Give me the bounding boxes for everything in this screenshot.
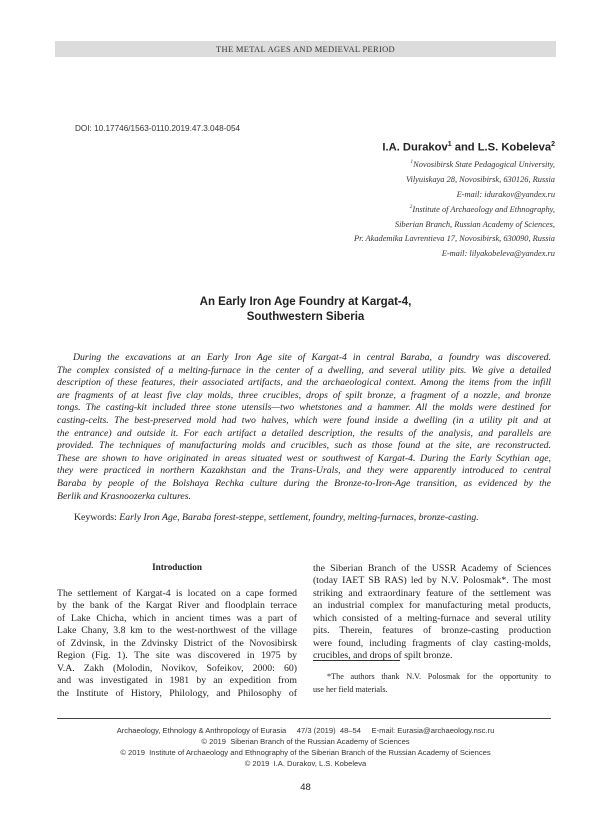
text-line: crucibles, and drops of spilt bronze. bbox=[313, 650, 453, 662]
text-line: Berlik and Krasnoozerka cultures. bbox=[57, 490, 191, 502]
footer-line: Archaeology, Ethnology & Anthropology of Eurasia 47/3 (2019) 48–54 E-mail: Eurasia@archaeology.nsc.ru bbox=[116, 726, 495, 735]
footer-line: © 2019 Siberian Branch of the Russian Academy of Sciences bbox=[201, 737, 410, 746]
footer-rule bbox=[57, 718, 551, 719]
affiliation-line bbox=[354, 171, 555, 186]
footer-line: © 2019 I.A. Durakov, L.S. Kobeleva bbox=[244, 759, 367, 768]
text-line: of Zdvinsk, in the Zdvinsky District of the Novosibirsk bbox=[57, 637, 297, 649]
text-line: *The authors thank N.V. Polosmak for the opportunity to bbox=[327, 672, 551, 681]
affiliation-line bbox=[354, 230, 555, 245]
abstract bbox=[57, 352, 551, 503]
affiliation-text: Novosibirsk State Pedagogical University, bbox=[413, 159, 555, 169]
text-line: were found, including fragments of clay casting-molds, bbox=[313, 637, 551, 649]
text-line: (today IAET SB RAS) led by N.V. Polosmak*. The most bbox=[313, 575, 551, 587]
text-line: The complex consisted of a melting-furnace in the center of a dwelling, and several utility pits. We give a detailed bbox=[57, 364, 551, 376]
affiliations bbox=[354, 156, 555, 260]
text-line: and was investigated in 1981 by an expedition from bbox=[57, 675, 297, 687]
footer-line: © 2019 Institute of Archaeology and Ethnography of the Siberian Branch of the Russian Academy of Sciences bbox=[120, 748, 491, 757]
text-line: they were practiced in northern Kazakhstan and the Trans-Urals, and they were apparently introduced to central bbox=[57, 465, 551, 477]
affiliation-text: Pr. Akademika Lavrentieva 17, Novosibirsk, 630090, Russia bbox=[354, 234, 555, 244]
text-line: casting-celts. The best-preserved mold had two halves, which were found inside a dwelling (in a utility pit and at bbox=[57, 414, 551, 426]
keywords bbox=[74, 512, 479, 523]
affiliation-line bbox=[354, 186, 555, 201]
author-2-affil: 2 bbox=[551, 141, 555, 148]
text-line: pits. Therein, features of bronze-casting production bbox=[313, 625, 551, 637]
author-1: I.A. Durakov bbox=[382, 141, 448, 154]
text-line: These are shown to have originated in areas situated west or southwest of Kargat-4. During the Early Scythian age, bbox=[57, 452, 551, 464]
affiliation-number: 1 bbox=[410, 159, 414, 165]
author-1-affil: 1 bbox=[447, 141, 452, 148]
section-heading-introduction: Introduction bbox=[152, 562, 202, 572]
text-line: During the excavations at an Early Iron Age site of Kargat-4 in central Baraba, a foundry was discovered. bbox=[73, 352, 551, 363]
text-line: description of these features, their associated artifacts, and the archaeological context. Among the items from the infill bbox=[57, 377, 551, 389]
text-line: Region (Fig. 1). The site was discovered in 1975 by bbox=[57, 650, 297, 662]
affiliation-line bbox=[354, 156, 555, 171]
footer bbox=[0, 725, 611, 769]
section-header: THE METAL AGES AND MEDIEVAL PERIOD bbox=[55, 41, 556, 57]
text-line: use her field materials. bbox=[313, 684, 388, 694]
text-line: the entrance) and outside it. For each artifact a detailed description, the results of the analysis, and parallels are bbox=[57, 427, 551, 439]
footnote bbox=[313, 671, 551, 696]
author-and: and bbox=[451, 141, 478, 154]
affiliation-line bbox=[354, 245, 555, 260]
text-line: are fragments of at least five clay molds, three crucibles, drops of spilt bronze, a fragment of a nozzle, and bronze bbox=[57, 389, 551, 401]
keywords-list: Early Iron Age, Baraba forest-steppe, settlement, foundry, melting-furnaces, bronze-casting. bbox=[119, 512, 479, 523]
text-line: the Siberian Branch of the USSR Academy of Sciences bbox=[313, 563, 551, 574]
text-line: striking and extraordinary feature of the settlement was bbox=[313, 587, 551, 599]
doi: DOI: 10.17746/1563-0110.2019.47.3.048-054 bbox=[75, 124, 241, 133]
text-line: of Lake Chicha, which in ancient times was a part of bbox=[57, 612, 297, 624]
text-line: Lake Chany, 3.8 km to the west-northwest of the village bbox=[57, 625, 297, 637]
article-title bbox=[0, 295, 611, 325]
title-line: An Early Iron Age Foundry at Kargat-4, bbox=[199, 296, 412, 308]
affiliation-text: Institute of Archaeology and Ethnography, bbox=[412, 204, 555, 214]
text-line: the Institute of History, Philology, and Philosophy of bbox=[57, 687, 297, 699]
affiliation-line bbox=[354, 201, 555, 216]
page-number: 48 bbox=[300, 782, 311, 793]
intro-right-column bbox=[313, 563, 551, 663]
text-line: an industrial complex for manufacturing metal products, bbox=[313, 600, 551, 612]
affiliation-text: Siberian Branch, Russian Academy of Sciences, bbox=[394, 219, 555, 229]
text-line: V.A. Zakh (Molodin, Novikov, Sofeikov, 2000: 60) bbox=[57, 662, 297, 674]
keywords-label: Keywords: bbox=[74, 512, 120, 523]
intro-left-column bbox=[57, 588, 297, 700]
affiliation-text: E-mail: idurakov@yandex.ru bbox=[456, 189, 555, 199]
text-line: which consisted of a melting-furnace and several utility bbox=[313, 612, 551, 624]
affiliation-text: Vilyuiskaya 28, Novosibirsk, 630126, Russia bbox=[406, 174, 555, 184]
text-line: by the bank of the Kargat River and floodplain terrace bbox=[57, 600, 297, 612]
text-line: The settlement of Kargat-4 is located on a cape formed bbox=[57, 588, 297, 599]
text-line: provided. The techniques of manufacturing molds and crucibles, such as those found at the site, are reconstructed. bbox=[57, 440, 551, 452]
text-line: Baraba by people of the Bolshaya Rechka culture during the Bronze-to-Iron-Age transition, as evidenced by the bbox=[57, 477, 551, 489]
author-2: L.S. Kobeleva bbox=[477, 141, 552, 154]
title-line: Southwestern Siberia bbox=[246, 311, 365, 323]
authors bbox=[382, 141, 555, 154]
footnote-rule bbox=[313, 660, 400, 661]
affiliation-number: 2 bbox=[409, 203, 413, 210]
affiliation-line bbox=[354, 216, 555, 231]
text-line: tongs. The casting-kit included three stone utensils—two whetstones and a hammer. All the molds were destined for bbox=[57, 402, 551, 414]
affiliation-text: E-mail: lilyakobeleva@yandex.ru bbox=[441, 249, 555, 259]
